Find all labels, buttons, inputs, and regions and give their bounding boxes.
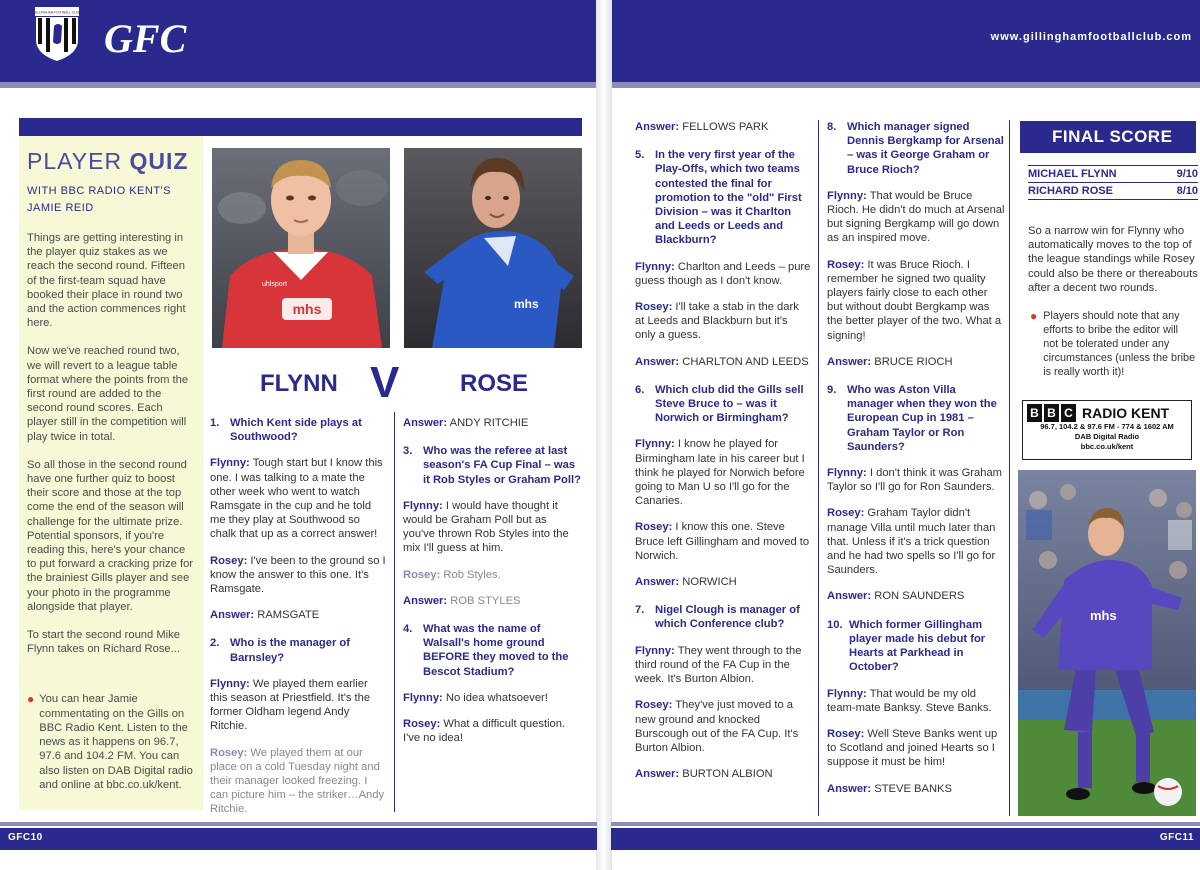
rosey-reply <box>827 727 1005 770</box>
gfc-logo-icon <box>100 10 188 64</box>
question-2 <box>210 636 386 664</box>
question-7 <box>635 603 811 631</box>
answer-text: NORWICH <box>682 576 737 589</box>
flynn-shirt-brand: uhlsport <box>262 281 287 288</box>
station-name: RADIO KENT <box>1082 405 1170 421</box>
reply-text: I know this one. Steve Bruce left Gillingham and moved to Norwich. <box>635 521 810 562</box>
reply-text: They went through to the third round of the FA Cup in the week. It's Burton Albion. <box>635 644 802 686</box>
speaker-label: Rosey: <box>210 746 248 759</box>
reply-text: Rob Styles. <box>443 568 501 581</box>
final-summary: So a narrow win for Flynny who automatically moves to the top of the league standings while Rosey could also be there or thereabouts after a decent two rounds. <box>1028 225 1198 294</box>
flynny-reply <box>210 456 386 541</box>
intro-paragraph: Things are getting interesting in the player quiz stakes as we reach the second round. Fifteen of the first-team squad have booked their place in round two and the action commences right here. <box>27 232 186 330</box>
bbc-block-letter: B <box>1044 404 1059 422</box>
quiz-column-4 <box>827 120 1005 810</box>
rosey-reply <box>210 554 386 597</box>
header-band-left <box>0 0 597 82</box>
action-shirt-sponsor: mhs <box>1090 608 1117 623</box>
flynny-reply <box>635 437 811 508</box>
answer-line <box>635 355 811 369</box>
answer-label: Answer: <box>635 355 680 368</box>
speaker-label: Flynny: <box>827 189 867 202</box>
answer-line <box>635 575 811 589</box>
page-number-left: GFC10 <box>8 832 43 843</box>
final-score-title: FINAL SCORE <box>1020 121 1196 153</box>
intro-paragraph: To start the second round Mike Flynn takes on Richard Rose... <box>27 629 180 656</box>
question-10 <box>827 618 1005 675</box>
speaker-label: Flynny: <box>635 644 675 657</box>
reply-text: Graham Taylor didn't manage Villa until much later than that. Unless if it's a trick question and he had two spells so I'll go for Saunders. <box>827 507 996 577</box>
speaker-label: Rosey: <box>827 507 865 520</box>
rosey-reply <box>635 520 811 563</box>
footer-stripe-left <box>0 822 597 826</box>
speaker-label: Flynny: <box>210 677 250 690</box>
flynn-shirt-sponsor: mhs <box>292 301 322 317</box>
speaker-label: Rosey: <box>210 554 248 567</box>
answer-label: Answer: <box>403 417 448 429</box>
question-1 <box>210 416 386 444</box>
speaker-label: Rosey: <box>403 568 441 581</box>
versus-right-name: ROSE <box>460 370 529 397</box>
reply-text: I've been to the ground so I know the answer to this one. It's Ramsgate. <box>210 554 386 596</box>
versus-banner <box>212 360 582 408</box>
rosey-reply <box>635 698 811 755</box>
reply-text: I would have thought it would be Graham Poll but as you've thrown Rob Styles into the mix I'll guess at him. <box>403 499 569 555</box>
question-text: Nigel Clough is manager of which Conference club? <box>655 604 800 631</box>
reply-text: I don't think it was Graham Taylor so I'll go for Ron Saunders. <box>827 467 1002 494</box>
question-text: In the very first year of the Play-Offs, which two teams contested the final for promotion to the "old" First Division – was it Charlton and Leeds or Leeds and Blackburn? <box>655 149 802 247</box>
rosey-reply <box>210 746 386 817</box>
table-row <box>1028 166 1198 183</box>
question-9 <box>827 383 1005 454</box>
answer-label: Answer: <box>635 121 680 133</box>
photo-flynn-action <box>1018 470 1196 816</box>
speaker-label: Rosey: <box>635 699 673 712</box>
reply-text: That would be my old team-mate Banksy. Steve Banks. <box>827 687 992 714</box>
speaker-label: Flynny: <box>403 691 443 704</box>
answer-text: ANDY RITCHIE <box>449 417 529 429</box>
reply-text: Well Steve Banks went up to Scotland and joined Hearts so I suppose it must be him! <box>827 727 998 769</box>
speaker-label: Flynny: <box>827 687 867 700</box>
question-number: 10. <box>827 618 843 631</box>
quiz-column-1 <box>210 416 386 829</box>
speaker-label: Flynny: <box>635 438 675 451</box>
answer-text: STEVE BANKS <box>874 782 952 795</box>
footer-band-left <box>0 828 597 850</box>
answer-line <box>210 608 386 622</box>
reply-text: That would be Bruce Rioch. He didn't do much at Arsenal but signing Bergkamp will go down as an inspired move. <box>827 189 1005 245</box>
bbc-logo-row <box>1027 404 1187 422</box>
speaker-label: Flynny: <box>827 467 867 480</box>
question-number: 8. <box>827 121 837 133</box>
answer-line <box>827 589 1005 603</box>
page-title <box>27 148 195 175</box>
title-light: PLAYER <box>27 148 130 174</box>
rosey-reply <box>827 258 1005 343</box>
crest-label: GILLINGHAM FOOTBALL CLUB <box>34 10 80 15</box>
title-bold: QUIZ <box>129 148 189 174</box>
answer-label: Answer: <box>635 768 680 781</box>
answer-label: Answer: <box>210 609 255 622</box>
header-stripe-right <box>611 82 1200 88</box>
radio-note <box>27 692 195 791</box>
gfc-logo-text: GFC <box>104 16 187 61</box>
speaker-label: Rosey: <box>827 258 865 271</box>
final-note-text: Players should note that any efforts to bribe the editor will not be tolerated under any circumstances (unless the bribe is really worth it)! <box>1043 310 1196 379</box>
question-number: 2. <box>210 637 220 650</box>
rosey-reply <box>827 506 1005 577</box>
page-subtitle: WITH BBC RADIO KENT'S JAMIE REID <box>27 185 171 214</box>
reply-text: They've just moved to a new ground and knocked Burscough out of the FA Cup. It's Burton Albion. <box>635 699 799 754</box>
speaker-label: Rosey: <box>827 727 865 740</box>
reply-text: I'll take a stab in the dark at Leeds and Blackburn but it's only a guess. <box>635 301 799 342</box>
speaker-label: Rosey: <box>635 521 673 534</box>
header-band-right <box>611 0 1200 82</box>
final-score-panel <box>1020 121 1196 379</box>
station-frequencies: 96.7, 104.2 & 97.6 FM - 774 & 1602 AM <box>1040 422 1174 431</box>
club-crest-icon <box>34 6 80 62</box>
reply-text: We played them at our place on a cold Tuesday night and their manager looked freezing. I can picture him – the striker…Andy Ritchie. <box>210 746 385 816</box>
versus-left-name: FLYNN <box>260 370 338 397</box>
score-player: RICHARD ROSE <box>1028 183 1165 200</box>
reply-text: No idea whatsoever! <box>445 691 548 704</box>
reply-text: What a difficult question. I've no idea! <box>403 718 566 745</box>
intro-paragraph: So all those in the second round have one further quiz to boost their score and those at the top come the end of the season will challenge for the ultimate prize. Potential sponsors, if you're reading this, here's your chance to put forward a cracking prize for the brainiest Gills player and see your photo in the programme alongside that player. <box>27 458 194 613</box>
flynny-reply <box>827 687 1005 715</box>
photo-rose <box>404 148 582 348</box>
speaker-label: Rosey: <box>403 718 441 731</box>
bbc-radio-kent-logo <box>1022 400 1192 460</box>
flynny-reply <box>403 499 581 556</box>
versus-v: V <box>370 358 400 407</box>
answer-text: FELLOWS PARK <box>682 121 769 133</box>
flynny-reply <box>210 677 386 734</box>
speaker-label: Flynny: <box>403 499 443 512</box>
answer-line <box>635 120 811 134</box>
flynny-reply <box>635 260 811 288</box>
column-divider <box>818 120 819 816</box>
question-text: Who is the manager of Barnsley? <box>230 637 350 664</box>
question-6 <box>635 383 811 426</box>
rose-action-icon <box>404 148 582 348</box>
radio-note-text: You can hear Jamie commentating on the Gills on BBC Radio Kent. Listen to the news as it happens on 96.7, 97.6 and 104.2 FM. You can also listen on DAB Digital radio and online at bbc.co.uk/kent. <box>39 693 193 791</box>
answer-text: BURTON ALBION <box>682 768 773 781</box>
question-number: 1. <box>210 417 220 429</box>
question-text: Who was Aston Villa manager when they won the European Cup in 1981 – Graham Taylor or Ron Saunders? <box>847 384 997 453</box>
question-number: 5. <box>635 149 645 162</box>
column-divider <box>1009 120 1010 816</box>
answer-label: Answer: <box>635 576 680 589</box>
bullet-icon: ● <box>27 692 35 707</box>
speaker-label: Flynny: <box>635 260 675 273</box>
rose-shirt-sponsor: mhs <box>514 297 539 311</box>
answer-text: CHARLTON AND LEEDS <box>682 355 809 368</box>
reply-text: I know he played for Birmingham late in his career but I think he played for Norwich before going to Man U so I'll go for the Canaries. <box>635 438 805 508</box>
answer-text: BRUCE RIOCH <box>874 355 953 368</box>
score-value: 8/10 <box>1165 183 1198 200</box>
rosey-reply <box>403 717 581 745</box>
footer-stripe-right <box>611 822 1200 826</box>
header-stripe-left <box>0 82 597 88</box>
answer-text: RON SAUNDERS <box>874 590 965 603</box>
footballer-action-icon <box>1018 470 1196 816</box>
answer-line <box>403 594 581 608</box>
question-5 <box>635 148 811 247</box>
question-text: Who was the referee at last season's FA Cup Final – was it Rob Styles or Graham Poll? <box>423 445 581 486</box>
rosey-reply <box>635 300 811 343</box>
question-8 <box>827 120 1005 177</box>
question-text: What was the name of Walsall's home ground BEFORE they moved to the Bescot Stadium? <box>423 623 569 678</box>
answer-line <box>827 355 1005 369</box>
bbc-block-letter: C <box>1061 404 1076 422</box>
question-text: Which club did the Gills sell Steve Bruce to – was it Norwich or Birmingham? <box>655 383 804 425</box>
flynny-reply <box>827 466 1005 494</box>
final-note <box>1030 309 1196 379</box>
question-number: 9. <box>827 384 837 397</box>
question-3 <box>403 444 581 487</box>
flynn-portrait-icon <box>212 148 390 348</box>
flynny-reply <box>827 189 1005 246</box>
quiz-column-2 <box>403 416 581 757</box>
answer-label: Answer: <box>827 782 872 795</box>
score-player: MICHAEL FLYNN <box>1028 166 1165 183</box>
answer-line <box>827 782 1005 796</box>
answer-label: Answer: <box>827 355 872 368</box>
answer-label: Answer: <box>403 594 448 607</box>
reply-text: Tough start but I know this one. I was talking to a mate the other week who went to watch Ramsgate in the cup and he told me they play at Southwood so chalk that up as a correct answer! <box>210 457 383 541</box>
intro-sidebar <box>19 136 203 810</box>
website-url[interactable]: www.gillinghamfootballclub.com <box>990 31 1192 43</box>
question-4 <box>403 622 581 679</box>
answer-text: ROB STYLES <box>450 594 521 607</box>
quiz-column-3 <box>635 120 811 795</box>
rosey-reply <box>403 568 581 582</box>
intro-paragraph: Now we've reached round two, we will revert to a league table format where the points from the first round are added to the second round scores. Each player still in the competition will play twice in total. <box>27 345 189 443</box>
question-number: 4. <box>403 623 413 636</box>
photo-flynn <box>212 148 390 348</box>
question-number: 6. <box>635 383 645 396</box>
page-number-right: GFC11 <box>1159 832 1194 843</box>
title-bar <box>19 118 582 136</box>
speaker-label: Flynny: <box>210 457 250 470</box>
speaker-label: Rosey: <box>635 301 673 314</box>
bullet-icon: ● <box>1030 309 1038 324</box>
answer-line <box>403 416 581 430</box>
page-gutter <box>596 0 612 870</box>
station-url[interactable]: bbc.co.uk/kent <box>1080 442 1134 451</box>
answer-text: RAMSGATE <box>257 609 320 622</box>
question-text: Which Kent side plays at Southwood? <box>230 417 362 444</box>
reply-text: Charlton and Leeds – pure guess though as I don't know. <box>635 260 811 287</box>
question-text: Which former Gillingham player made his debut for Hearts at Parkhead in October? <box>849 618 986 674</box>
reply-text: We played them earlier this season at Priestfield. It's the former Oldham legend Andy Ritchie. <box>210 677 371 733</box>
flynny-reply <box>403 691 581 705</box>
reply-text: It was Bruce Rioch. I remember he signed two quality players fairly close to each other but without doubt Bergkamp was the better player of the two. What a signing! <box>827 258 1002 342</box>
question-number: 3. <box>403 445 413 458</box>
score-table <box>1028 165 1198 200</box>
question-text: Which manager signed Dennis Bergkamp for Arsenal – was it George Graham or Bruce Rioch? <box>847 121 1004 176</box>
footer-band-right <box>611 828 1200 850</box>
flynny-reply <box>635 644 811 687</box>
answer-line <box>635 767 811 781</box>
answer-label: Answer: <box>827 590 872 603</box>
station-dab: DAB Digital Radio <box>1074 432 1140 441</box>
score-value: 9/10 <box>1165 166 1198 183</box>
question-number: 7. <box>635 604 645 617</box>
column-divider <box>394 412 395 812</box>
bbc-block-letter: B <box>1027 404 1042 422</box>
table-row <box>1028 183 1198 200</box>
